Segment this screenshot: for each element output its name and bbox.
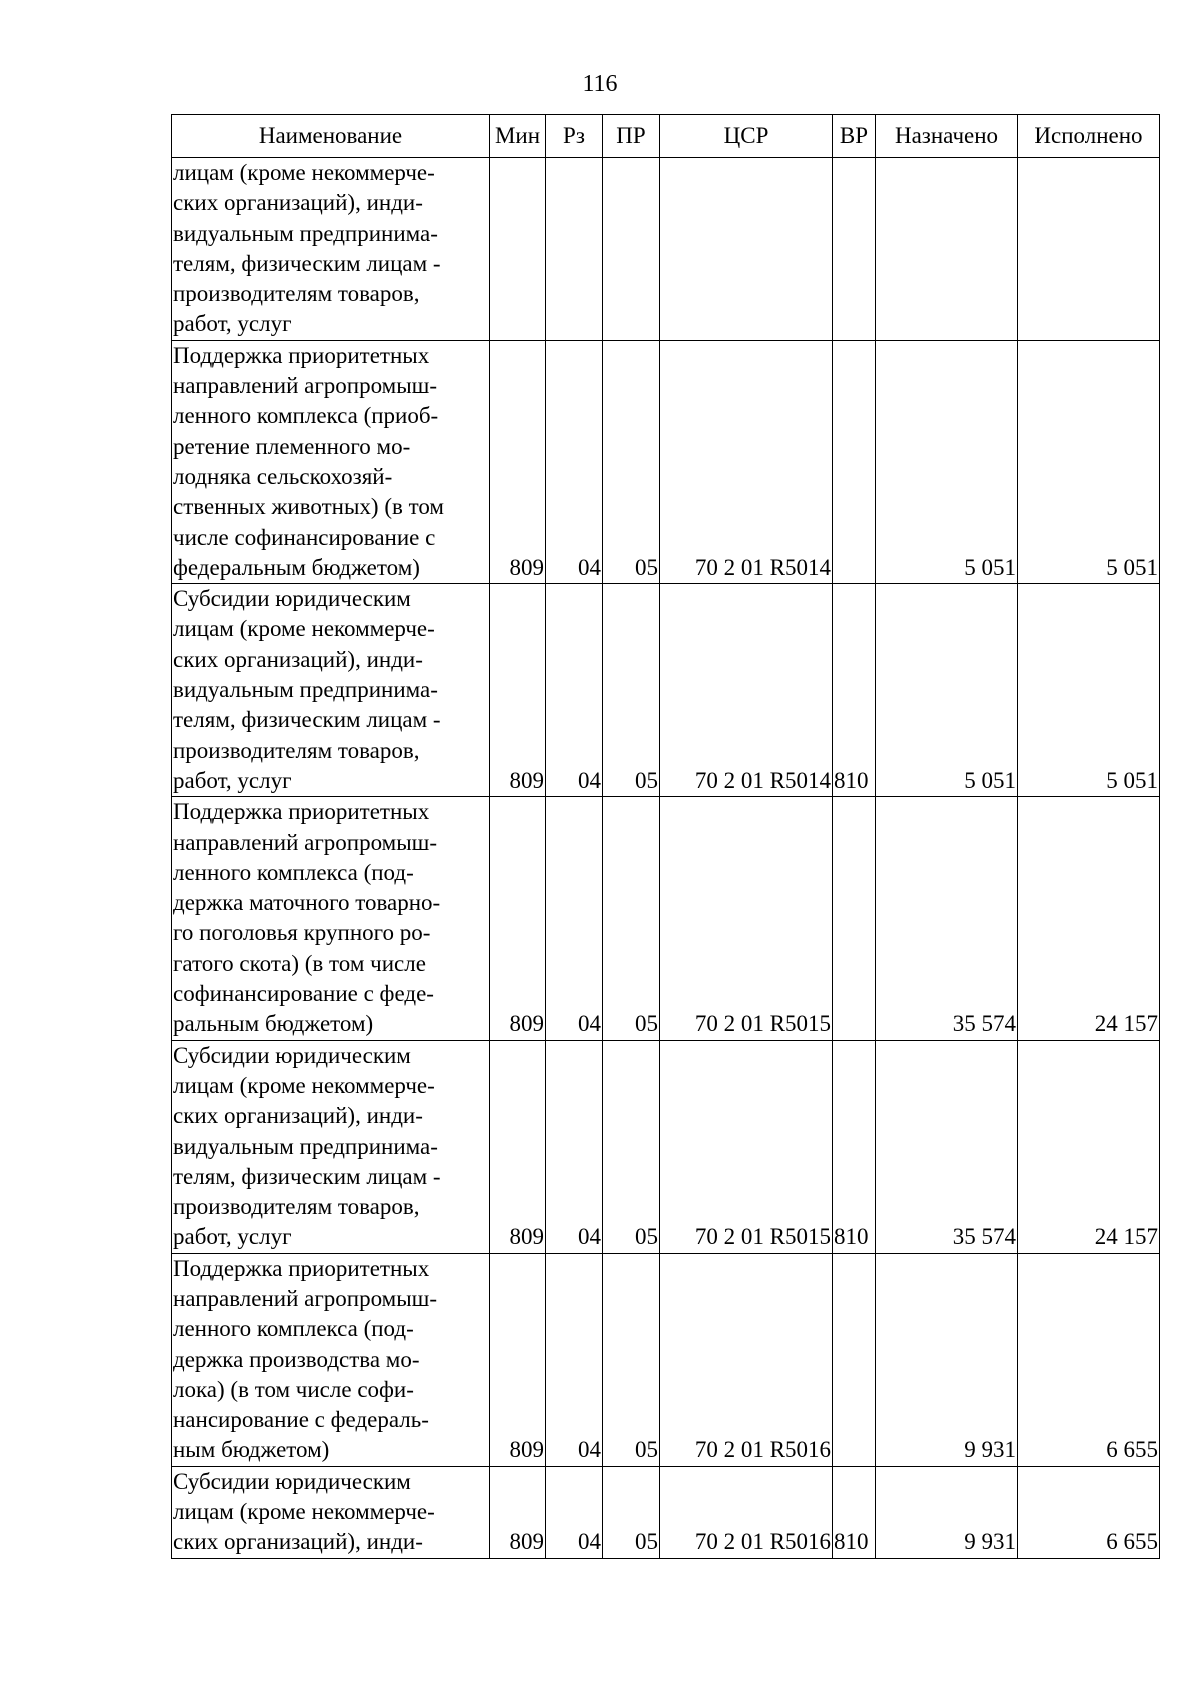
cell-pr: 05	[603, 1466, 660, 1558]
table-row	[172, 1253, 1160, 1466]
cell-name-line: ских организаций), инди-	[173, 1103, 423, 1129]
cell-rz: 04	[546, 340, 603, 583]
cell-rz: 04	[546, 584, 603, 797]
cell-name-line: софинансирование с феде-	[173, 981, 434, 1007]
cell-csr: 70 2 01 R5015	[660, 1040, 833, 1253]
cell-assigned: 35 574	[876, 1040, 1018, 1253]
cell-name-line: телям, физическим лицам -	[173, 707, 441, 733]
cell-vr: 810	[833, 584, 876, 797]
header-min: Мин	[490, 115, 546, 158]
cell-min: 809	[490, 1040, 546, 1253]
cell-name-line: ственных животных) (в том	[173, 494, 444, 520]
cell-name-line: ленного комплекса (приоб-	[173, 403, 439, 429]
cell-name	[172, 158, 490, 341]
cell-pr	[603, 158, 660, 341]
cell-name-line: Поддержка приоритетных	[173, 1255, 430, 1281]
cell-name-line: направлений агропромыш-	[173, 373, 438, 399]
cell-name-line: ным бюджетом)	[173, 1437, 330, 1463]
cell-name-line: го поголовья крупного ро-	[173, 920, 431, 946]
cell-executed: 24 157	[1018, 797, 1160, 1040]
table-row	[172, 1040, 1160, 1253]
cell-name-line: работ, услуг	[173, 767, 292, 793]
cell-name-line: лока) (в том числе софи-	[173, 1376, 414, 1402]
cell-pr: 05	[603, 584, 660, 797]
cell-rz: 04	[546, 1253, 603, 1466]
cell-rz: 04	[546, 1466, 603, 1558]
cell-vr: 810	[833, 1466, 876, 1558]
cell-name-line: ских организаций), инди-	[173, 190, 423, 216]
table-header-row	[172, 115, 1160, 158]
header-executed: Исполнено	[1018, 115, 1160, 158]
header-rz: Рз	[546, 115, 603, 158]
cell-vr: 810	[833, 1040, 876, 1253]
cell-csr	[660, 158, 833, 341]
header-pr: ПР	[603, 115, 660, 158]
cell-name-line: Субсидии юридическим	[173, 586, 411, 612]
cell-assigned: 9 931	[876, 1466, 1018, 1558]
cell-name-line: направлений агропромыш-	[173, 1285, 438, 1311]
cell-vr	[833, 1253, 876, 1466]
cell-name-line: Поддержка приоритетных	[173, 799, 430, 825]
table-row	[172, 158, 1160, 341]
cell-name-line: видуальным предпринима-	[173, 220, 438, 246]
cell-csr: 70 2 01 R5016	[660, 1466, 833, 1558]
cell-name-line: числе софинансирование с	[173, 524, 436, 550]
cell-min: 809	[490, 1253, 546, 1466]
cell-name-line: производителям товаров,	[173, 281, 420, 307]
header-name: Наименование	[172, 115, 490, 158]
cell-name-line: лицам (кроме некоммерче-	[173, 616, 435, 642]
cell-name-line: работ, услуг	[173, 311, 292, 337]
header-vr: ВР	[833, 115, 876, 158]
cell-name-line: гатого скота) (в том числе	[173, 950, 426, 976]
cell-pr: 05	[603, 797, 660, 1040]
cell-pr: 05	[603, 1253, 660, 1466]
cell-min: 809	[490, 797, 546, 1040]
table-row	[172, 1466, 1160, 1558]
cell-assigned: 5 051	[876, 340, 1018, 583]
cell-name-line: федеральным бюджетом)	[173, 554, 420, 580]
cell-assigned: 9 931	[876, 1253, 1018, 1466]
cell-name-line: нансирование с федераль-	[173, 1407, 429, 1433]
cell-min: 809	[490, 1466, 546, 1558]
cell-min	[490, 158, 546, 341]
cell-name-line: Субсидии юридическим	[173, 1042, 411, 1068]
cell-assigned: 35 574	[876, 797, 1018, 1040]
page-number: 116	[582, 71, 618, 97]
cell-executed: 24 157	[1018, 1040, 1160, 1253]
cell-min: 809	[490, 340, 546, 583]
cell-name-line: ленного комплекса (под-	[173, 859, 414, 885]
cell-name	[172, 1040, 490, 1253]
cell-pr: 05	[603, 1040, 660, 1253]
cell-name-line: работ, услуг	[173, 1224, 292, 1250]
cell-name-line: видуальным предпринима-	[173, 677, 438, 703]
cell-name	[172, 584, 490, 797]
cell-name-line: держка производства мо-	[173, 1346, 420, 1372]
cell-name-line: ских организаций), инди-	[173, 1529, 423, 1555]
cell-name-line: видуальным предпринима-	[173, 1133, 438, 1159]
cell-name-line: лицам (кроме некоммерче-	[173, 160, 435, 185]
cell-name-line: лицам (кроме некоммерче-	[173, 1499, 435, 1525]
cell-assigned: 5 051	[876, 584, 1018, 797]
header-csr: ЦСР	[660, 115, 833, 158]
cell-name-line: ских организаций), инди-	[173, 646, 423, 672]
cell-csr: 70 2 01 R5015	[660, 797, 833, 1040]
cell-executed	[1018, 158, 1160, 341]
cell-name	[172, 340, 490, 583]
table-body	[172, 158, 1160, 1559]
cell-assigned	[876, 158, 1018, 341]
table-row	[172, 340, 1160, 583]
cell-rz: 04	[546, 797, 603, 1040]
cell-vr	[833, 158, 876, 341]
budget-table	[171, 114, 1160, 1559]
cell-csr: 70 2 01 R5016	[660, 1253, 833, 1466]
cell-name	[172, 1253, 490, 1466]
table-row	[172, 797, 1160, 1040]
cell-executed: 6 655	[1018, 1466, 1160, 1558]
cell-name	[172, 797, 490, 1040]
cell-min: 809	[490, 584, 546, 797]
cell-pr: 05	[603, 340, 660, 583]
cell-name-line: ленного комплекса (под-	[173, 1316, 414, 1342]
cell-name-line: производителям товаров,	[173, 1194, 420, 1220]
cell-name-line: производителям товаров,	[173, 737, 420, 763]
cell-vr	[833, 797, 876, 1040]
cell-name-line: ральным бюджетом)	[173, 1011, 374, 1037]
cell-name-line: ретение племенного мо-	[173, 433, 411, 459]
cell-name-line: лодняка сельскохозяй-	[173, 463, 393, 489]
cell-name-line: телям, физическим лицам -	[173, 1163, 441, 1189]
cell-rz: 04	[546, 1040, 603, 1253]
cell-rz	[546, 158, 603, 341]
cell-vr	[833, 340, 876, 583]
cell-name-line: телям, физическим лицам -	[173, 250, 441, 276]
cell-name	[172, 1466, 490, 1558]
cell-executed: 5 051	[1018, 584, 1160, 797]
cell-csr: 70 2 01 R5014	[660, 340, 833, 583]
cell-name-line: Субсидии юридическим	[173, 1468, 411, 1494]
cell-name-line: Поддержка приоритетных	[173, 342, 430, 368]
cell-executed: 5 051	[1018, 340, 1160, 583]
table-row	[172, 584, 1160, 797]
header-assigned: Назначено	[876, 115, 1018, 158]
cell-name-line: лицам (кроме некоммерче-	[173, 1072, 435, 1098]
cell-csr: 70 2 01 R5014	[660, 584, 833, 797]
cell-name-line: направлений агропромыш-	[173, 829, 438, 855]
cell-name-line: держка маточного товарно-	[173, 890, 441, 916]
cell-executed: 6 655	[1018, 1253, 1160, 1466]
